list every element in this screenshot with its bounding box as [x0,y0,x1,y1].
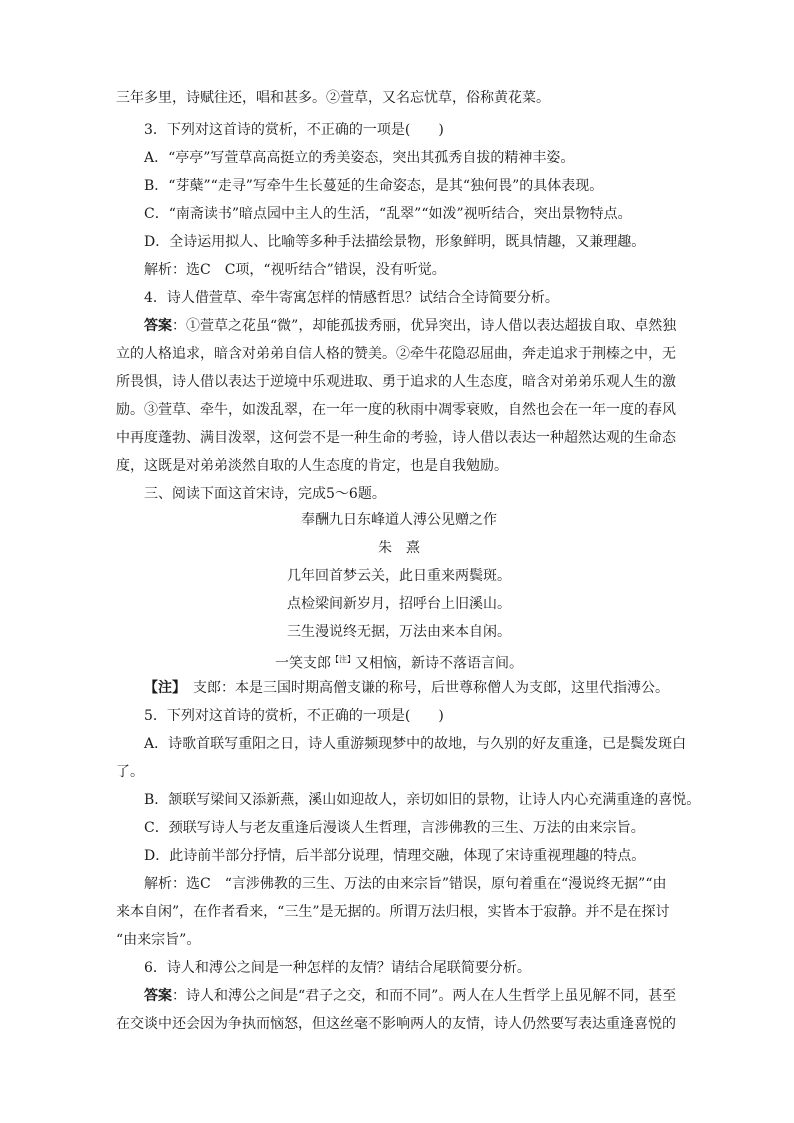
answer-text: ：①萱草之花虽“微”，却能孤拔秀丽，优异突出，诗人借以表达超拔自取、卓然独 [172,318,677,334]
poem-line [116,650,682,674]
answer-4-line: 立的人格追求，暗含对弟弟自信人格的赞美。②牵牛花隐忍屈曲，奔走追求于荆榛之中，无 [116,346,676,362]
poem-text: 又相恼，新诗不落语言间。 [355,655,523,672]
poem-note [144,678,669,698]
analysis-3: 解析：选C C项，“视听结合”错误，没有听觉。 [144,262,446,278]
answer-6-line [144,986,676,1006]
question-4: 4．诗人借萱草、牵牛寄寓怎样的情感哲思？试结合全诗简要分析。 [144,290,559,306]
option-3d: D．全诗运用拟人、比喻等多种手法描绘景物，形象鲜明，既具情趣，又兼理趣。 [144,234,646,250]
question-3: 3．下列对这首诗的赏析，不正确的一项是( ) [144,122,444,138]
option-5a-cont: 了。 [116,764,144,780]
question-6: 6．诗人和溥公之间是一种怎样的友情？请结合尾联简要分析。 [144,960,531,976]
option-5a: A．诗歌首联写重阳之日，诗人重游频现梦中的故地，与久别的好友重逢，已是鬓发斑白 [144,736,687,752]
poem-title: 奉酬九日东峰道人溥公见赠之作 [301,512,497,528]
option-3b: B．“芽蘖”“走寻”写牵牛生长蔓延的生命姿态，是其“独何畏”的具体表现。 [144,178,604,194]
option-3c: C．“南斋读书”暗点园中主人的生活，“乱翠”“如泼”视听结合，突出景物特点。 [144,206,632,222]
poem-line: 几年回首梦云关，此日重来两鬓斑。 [287,568,511,584]
option-5c: C．颈联写诗人与老友重逢后漫谈人生哲理，言涉佛教的三生、万法的由来宗旨。 [144,820,645,836]
answer-4-line: 励。③萱草、牵牛，如泼乱翠，在一年一度的秋雨中凋零衰败，自然也会在一年一度的春风 [116,402,676,418]
note-text: 支郎：本是三国时期高僧支谦的称号，后世尊称僧人为支郎，这里代指溥公。 [179,680,669,696]
answer-4-line: 所畏惧，诗人借以表达于逆境中乐观进取、勇于追求的人生态度，暗含对弟弟乐观人生的激 [116,374,676,390]
option-5d: D．此诗前半部分抒情，后半部分说理，情理交融，体现了宋诗重视理趣的特点。 [144,848,646,864]
answer-4-line: 中再度蓬勃、满目泼翠，这何尝不是一种生命的考验，诗人借以表达一种超然达观的生命态 [116,430,676,446]
poem-text: 一笑支郎 [275,655,331,672]
section-heading: 三、阅读下面这首宋诗，完成5～6题。 [144,486,386,502]
note-marker: 【注】 [331,655,355,664]
text-line: 三年多里，诗赋往还，唱和甚多。②萱草，又名忘忧草，俗称黄花菜。 [116,90,550,106]
answer-text: ：诗人和溥公之间是“君子之交，和而不同”。两人在人生哲学上虽见解不同，甚至 [172,988,677,1004]
question-5: 5．下列对这首诗的赏析，不正确的一项是( ) [144,708,444,724]
poem-line: 点检梁间新岁月，招呼台上旧溪山。 [287,596,511,612]
answer-6-line: 在交谈中还会因为争执而恼怒，但这丝毫不影响两人的友情，诗人仍然要写表达重逢喜悦的 [116,1016,676,1032]
poem-author: 朱 熹 [378,540,420,556]
answer-label: 答案 [144,988,172,1004]
option-3a: A．“亭亭”写萱草高高挺立的秀美姿态，突出其孤秀自拔的精神丰姿。 [144,150,575,166]
answer-label: 答案 [144,318,172,334]
note-label: 【注】 [144,680,179,696]
option-5b: B．颔联写梁间又添新燕，溪山如迎故人，亲切如旧的景物，让诗人内心充满重逢的喜悦。 [144,792,701,808]
analysis-5-cont: 来本自闲”，在作者看来，“三生”是无据的。所谓万法归根，实皆本于寂静。并不是在探讨 [116,904,670,920]
analysis-5: 解析：选C “言涉佛教的三生、万法的由来宗旨”错误，原句着重在“漫说终无据”“由 [144,876,667,892]
analysis-5-cont: “由来宗旨”。 [116,932,201,948]
answer-4-line: 度，这既是对弟弟淡然自取的人生态度的肯定，也是自我勉励。 [116,458,508,474]
poem-line: 三生漫说终无据，万法由来本自闲。 [287,624,511,640]
answer-4-line [144,316,676,336]
